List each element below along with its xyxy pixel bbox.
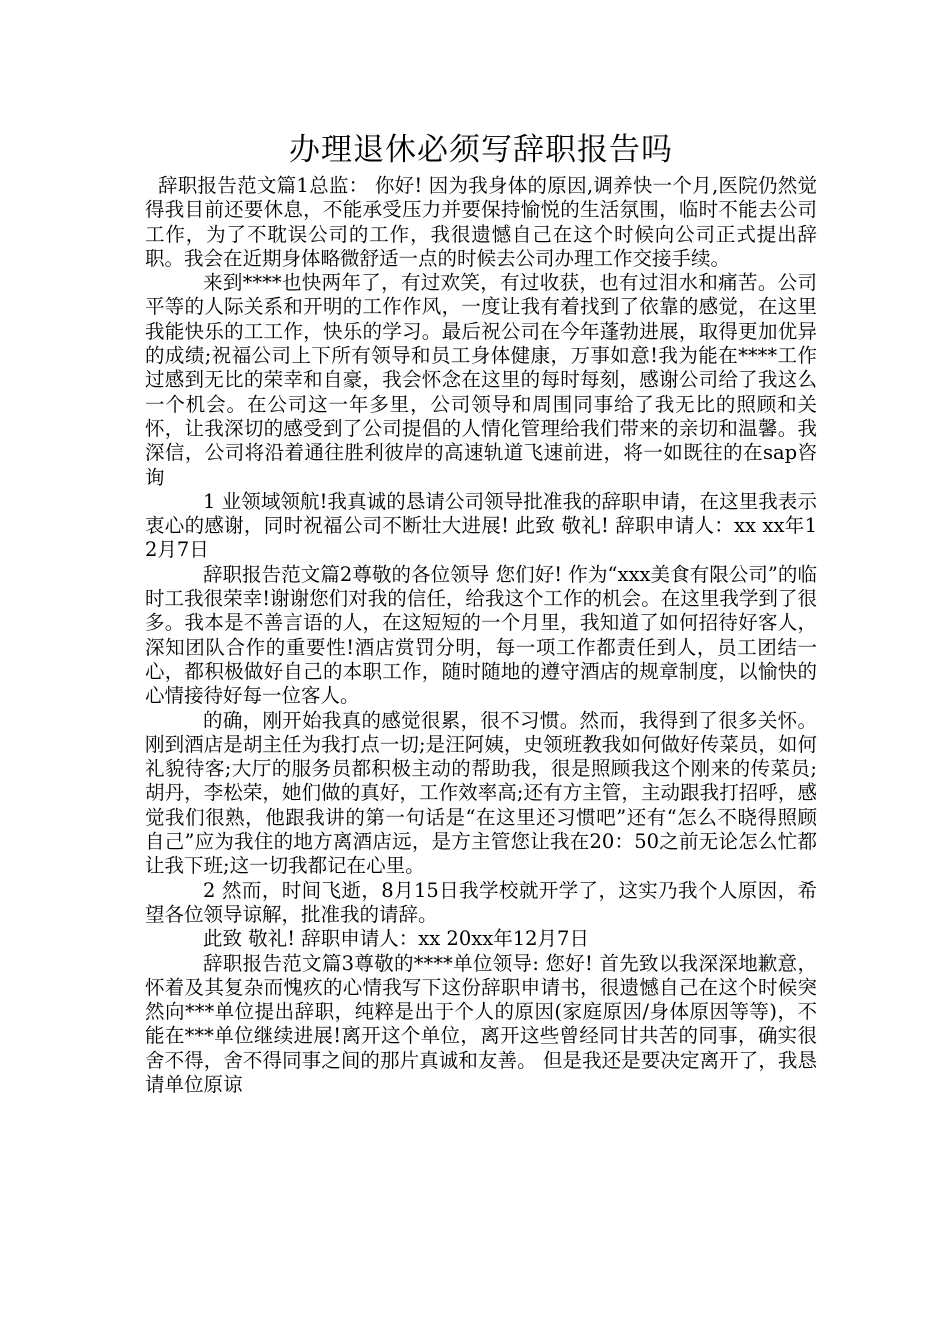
document-page — [145, 128, 817, 1097]
paragraph-8: 辞职报告范文篇3尊敬的****单位领导: 您好! 首先致以我深深地歉意，怀着及其复杂而愧疚的心情我写下这份辞职申请书，很遗憾自己在这个时候突然向***单位提出辞职，纯粹是出于个人的原因(家庭原因/身体原因等等)，不能在***单位继续进展!离开这个单位，离开这些曾经同甘共苦的同事，确实很舍不得，舍不得同事之间的那片真诚和友善。 但是我还是要决定离开了，我恳请单位原谅 — [145, 951, 817, 1096]
paragraph-4: 辞职报告范文篇2尊敬的各位领导 您们好! 作为“xxx美食有限公司”的临时工我很荣幸!谢谢您们对我的信任，给我这个工作的机会。在这里我学到了很多。我本是不善言语的人，在这短短的一个月里，我知道了如何招待好客人，深知团队合作的重要性!酒店赏罚分明，每一项工作都责任到人，员工团结一心，都积极做好自己的本职工作，随时随地的遵守酒店的规章制度，以愉快的心情接待好每一位客人。 — [145, 562, 817, 708]
paragraph-1: 辞职报告范文篇1总监： 你好! 因为我身体的原因,调养快一个月,医院仍然觉得我目前还要休息，不能承受压力并要保持愉悦的生活氛围，临时不能去公司工作，为了不耽误公司的工作，我很遗憾自己在这个时候向公司正式提出辞职。我会在近期身体略微舒适一点的时候去公司办理工作交接手续。 — [145, 174, 817, 270]
paragraph-3: 1 业领域领航!我真诚的恳请公司领导批准我的辞职申请，在这里我表示衷心的感谢，同时祝福公司不断壮大进展! 此致 敬礼! 辞职申请人：xx xx年12月7日 — [145, 489, 817, 562]
paragraph-5: 的确，刚开始我真的感觉很累，很不习惯。然而，我得到了很多关怀。刚到酒店是胡主任为我打点一切;是汪阿姨，史领班教我如何做好传菜员，如何礼貌待客;大厅的服务员都积极主动的帮助我，很是照顾我这个刚来的传菜员;胡丹，李松荣，她们做的真好，工作效率高;还有方主管，主动跟我打招呼，感觉我们很熟，他跟我讲的第一句话是“在这里还习惯吧”还有“怎么不晓得照顾自己”应为我住的地方离酒店远，是方主管您让我在20：50之前无论怎么忙都让我下班;这一切我都记在心里。 — [145, 708, 817, 878]
document-title: 办理退休必须写辞职报告吗 — [289, 132, 673, 168]
paragraph-7: 此致 敬礼! 辞职申请人：xx 20xx年12月7日 — [203, 927, 589, 951]
paragraph-2: 来到****也快两年了，有过欢笑，有过收获，也有过泪水和痛苦。公司平等的人际关系和开明的工作作风，一度让我有着找到了依靠的感觉，在这里我能快乐的工工作，快乐的学习。最后祝公司在今年蓬勃进展，取得更加优异的成绩;祝福公司上下所有领导和员工身体健康，万事如意!我为能在****工作过感到无比的荣幸和自豪，我会怀念在这里的每时每刻，感谢公司给了我这么一个机会。在公司这一年多里，公司领导和周围同事给了我无比的照顾和关怀，让我深切的感受到了公司提倡的人情化管理给我们带来的亲切和温馨。我深信，公司将沿着通往胜利彼岸的高速轨道飞速前进，将一如既往的在sap咨询 — [145, 271, 817, 489]
paragraph-6: 2 然而，时间飞逝，8月15日我学校就开学了，这实乃我个人原因，希望各位领导谅解，批准我的请辞。 — [145, 878, 817, 926]
